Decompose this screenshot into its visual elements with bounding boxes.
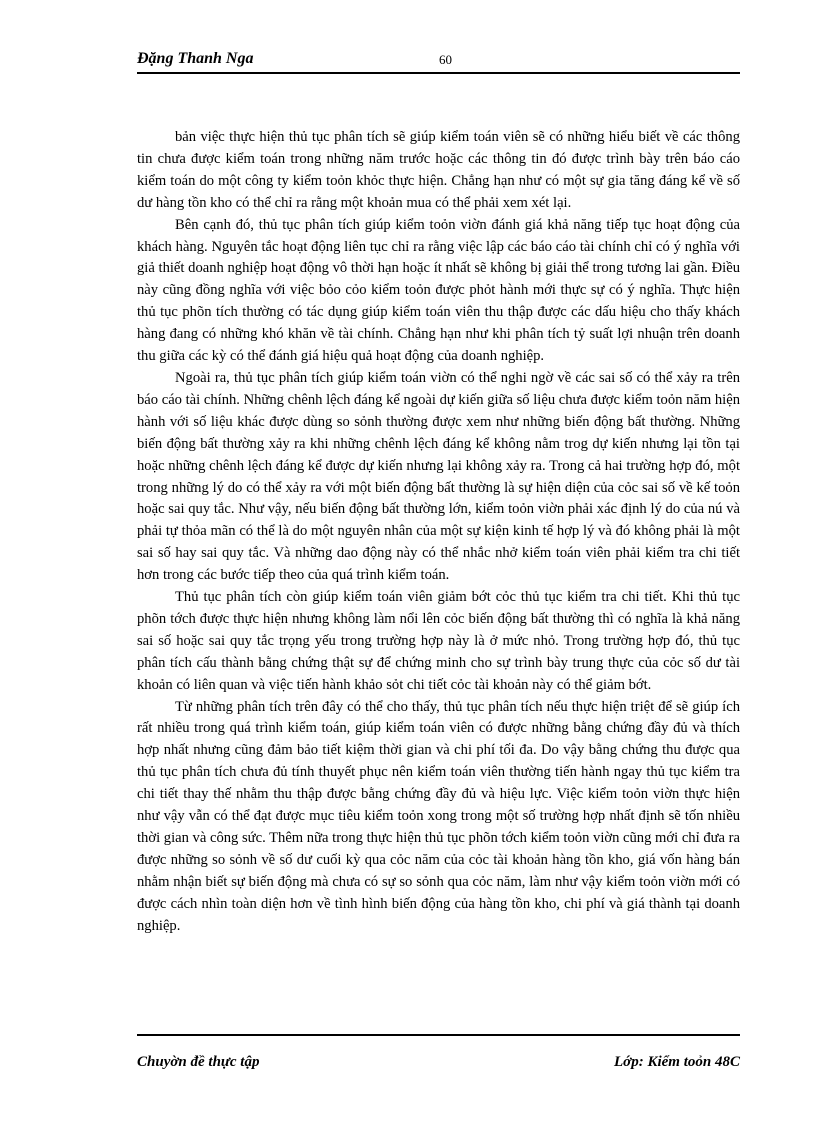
footer-left-text: Chuyờn đề thực tập xyxy=(137,1054,260,1070)
paragraph-5: Từ những phân tích trên đây có thể cho thấy, thủ tục phân tích nếu thực hiện triệt để sẽ giúp ích rất nhiều trong quá trình kiểm toán, giúp kiểm toán viên có được những bằng chứng đầy đủ và thích hợp nhất nhưng cũng đảm bảo tiết kiệm thời gian và chi phí tối đa. Do vậy bằng chứng thu được qua thủ tục phân tích chưa đủ tính thuyết phục nên kiểm toán viên thường tiến hành ngay thủ tục kiểm tra chi tiết thay thế nhằm thu thập được bằng chứng đầy đủ và hiệu lực. Việc kiểm toỏn viờn thực hiện như vậy vẫn có thể đạt được mục tiêu kiểm toỏn xong trong một số trường hợp nhất định sẽ tốn nhiều thời gian và công sức. Thêm nữa trong thực hiện thủ tục phõn tớch kiểm toỏn viờn cũng mới chỉ đưa ra được những so sỏnh về số dư cuối kỳ qua cỏc năm của cỏc tài khoản hàng tồn kho, giá vốn hàng bán nhằm nhận biết sự biến động mà chưa có sự so sỏnh qua cỏc năm, làm như vậy kiểm toỏn viờn mới có được cách nhìn toàn diện hơn về tình hình biến động của hàng tồn kho, chi phí và giá thành tại doanh nghiệp. xyxy=(137,698,740,934)
footer-right-text: Lớp: Kiểm toỏn 48C xyxy=(614,1054,740,1070)
page-footer xyxy=(137,1034,740,1070)
page-number: 60 xyxy=(439,52,452,67)
paragraph-2: Bên cạnh đó, thủ tục phân tích giúp kiểm toỏn viờn đánh giá khả năng tiếp tục hoạt động của khách hàng. Nguyên tắc hoạt động liên tục chỉ ra rằng việc lập các báo cáo tài chính chỉ có ý nghĩa với giả thiết doanh nghiệp hoạt động vô thời hạn hoặc ít nhất sẽ không bị giải thể trong tương lai gần. Điều này cũng đồng nghĩa với việc bỏo cỏo kiểm toỏn được phỏt hành mới thực sự có ý nghĩa. Thực hiện thủ tục phõn tích thường có tác dụng giúp kiểm toán viên thu thập được các dấu hiệu cho thấy khách hàng đang có những khó khăn về tài chính. Chẳng hạn như khi phân tích tỷ suất lợi nhuận trên doanh thu giữa các kỳ có thể đánh giá hiệu quả hoạt động của doanh nghiệp. xyxy=(137,216,740,365)
header-author: Đặng Thanh Nga xyxy=(137,50,254,67)
paragraph-3: Ngoài ra, thủ tục phân tích giúp kiểm toán viờn có thể nghi ngờ về các sai số có thể xảy ra trên báo cáo tài chính. Những chênh lệch đáng kể ngoài dự kiến giữa số liệu chưa được kiểm toỏn năm hiện hành với số liệu khác được dùng so sỏnh thường được xem như những biến động bất thường. Những biến động bất thường xảy ra khi những chênh lệch đáng kể không nằm trog dự kiến nhưng lại tồn tại hoặc những chênh lệch đáng kể được dự kiến nhưng lại không xảy ra. Trong cả hai trường hợp đó, một trong những lý do có thể xảy ra với một biến động bất thường là sự hiện diện của cỏc sai số về kế toỏn hoặc sai quy tắc. Như vậy, nếu biến động bất thường lớn, kiểm toỏn viờn phải xác định lý do của nú và phải tự thỏa mãn có thể là do một nguyên nhân của một sự kiện kinh tế hợp lý và đó không phải là một sai số hay sai quy tắc. Và những dao động này có thể nhắc nhở kiểm toán viên phải kiểm tra chi tiết hơn trong các bước tiếp theo của quá trình kiểm toán. xyxy=(137,369,740,584)
paragraph-1: bản việc thực hiện thủ tục phân tích sẽ giúp kiểm toán viên sẽ có những hiểu biết về các thông tin chưa được kiểm toán trong những năm trước hoặc các thông tin đó được trình bày trên báo cáo kiểm toán do một công ty kiểm toỏn khỏc thực hiện. Chẳng hạn như có một sự gia tăng đáng kể về số dư hàng tồn kho có thể chỉ ra rằng một khoản mua có thể phải xem xét lại. xyxy=(137,129,740,211)
paragraph-4: Thủ tục phân tích còn giúp kiểm toán viên giảm bớt cỏc thủ tục kiểm tra chi tiết. Khi thủ tục phõn tớch được thực hiện nhưng không làm nổi lên cỏc biến động bất thường thì có nghĩa là khả năng sai số hoặc sai quy tắc trọng yếu trong trường hợp này là ở mức nhỏ. Trong trường hợp đó, thủ tục phân tích cấu thành bằng chứng thật sự để chứng minh cho sự trình bày trung thực của cỏc số dư tài khoản có liên quan và việc tiến hành khảo sỏt chi tiết cỏc tài khoản này có thể giảm bớt. xyxy=(137,589,740,693)
page-header xyxy=(137,46,740,74)
document-body xyxy=(137,127,740,938)
